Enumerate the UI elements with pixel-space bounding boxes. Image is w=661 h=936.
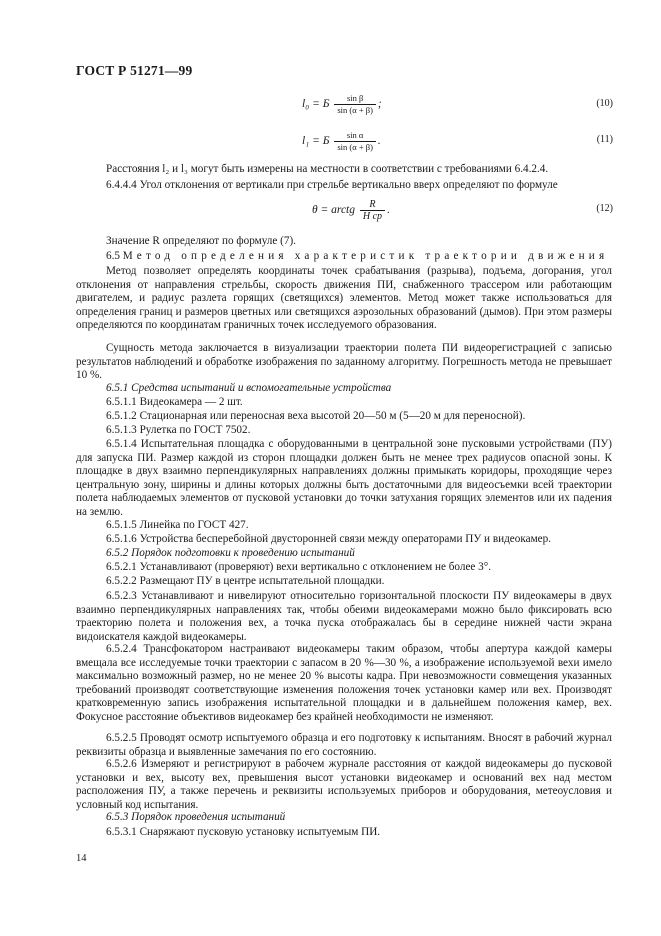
formula-numerator: sin α bbox=[334, 130, 376, 142]
formula-fraction bbox=[360, 199, 385, 222]
formula-10 bbox=[302, 93, 382, 116]
item-6-5-2-5: 6.5.2.5 Проводят осмотр испытуемого образца и его подготовку к испытаниям. Вносят в рабочий журнал реквизиты образца и выявленные замечания по его состоянию. bbox=[76, 732, 612, 758]
subsection-6-5-2: 6.5.2 Порядок подготовки к проведению испытаний bbox=[106, 547, 355, 559]
formula-tail: ; bbox=[377, 98, 382, 111]
item-6-5-2-6: 6.5.2.6 Измеряют и регистрируют в рабочем журнале расстояния от каждой видеокамеры до пусковой установки и вех, высоту вех, превышения высот установки видеокамер и оснований вех над местом расположения ПУ, а также перечень и реквизиты используемых приборов и оборудования, метеоусловия и условный код испытания. bbox=[76, 758, 612, 811]
formula-number: (10) bbox=[596, 98, 613, 109]
paragraph-essence: Сущность метода заключается в визуализации траектории полета ПИ видеорегистрацией с записью результатов наблюдений и обработке изображения по заданному алгоритму. Погрешность метода не превышает 10 %. bbox=[76, 342, 612, 382]
subsection-6-5-1: 6.5.1 Средства испытаний и вспомогательные устройства bbox=[106, 382, 392, 394]
item-6-5-1-6: 6.5.1.6 Устройства бесперебойной двусторонней связи между операторами ПУ и видеокамер. bbox=[106, 533, 552, 545]
formula-denominator: sin (α + β) bbox=[337, 105, 373, 115]
item-6-5-1-1: 6.5.1.1 Видеокамера — 2 шт. bbox=[106, 396, 243, 408]
section-title: Метод определения характеристик траектории движения bbox=[122, 250, 609, 262]
formula-11 bbox=[302, 130, 381, 153]
page-number: 14 bbox=[76, 853, 87, 864]
paragraph-6-4-4-4: 6.4.4.4 Угол отклонения от вертикали при стрельбе вертикально вверх определяют по формуле bbox=[106, 179, 558, 191]
formula-number: (11) bbox=[596, 134, 613, 145]
formula-numerator: sin β bbox=[334, 93, 376, 105]
item-6-5-1-3: 6.5.1.3 Рулетка по ГОСТ 7502. bbox=[106, 424, 251, 436]
formula-lhs: l₁ = Б bbox=[302, 135, 330, 148]
formula-denominator: sin (α + β) bbox=[337, 142, 373, 152]
formula-numerator: R bbox=[360, 199, 385, 211]
paragraph-distances: Расстояния l₂ и l₃ могут быть измерены на местности в соответствии с требованиями 6.4.2.4. bbox=[106, 163, 549, 175]
formula-lhs: l₀ = Б bbox=[302, 98, 330, 111]
item-6-5-2-3: 6.5.2.3 Устанавливают и нивелируют относительно горизонтальной плоскости ПУ видеокамеры в двух взаимно перпендикулярных направлениях так, чтобы обеими видеокамерами можно было фиксировать всю траекторию полета и положения вех, а точка пуска отображалась бы в середине нижней части экрана видоискателя каждой видеокамеры. bbox=[76, 590, 612, 643]
item-6-5-2-2: 6.5.2.2 Размещают ПУ в центре испытательной площадки. bbox=[106, 575, 385, 587]
formula-number: (12) bbox=[596, 203, 613, 214]
item-6-5-1-4: 6.5.1.4 Испытательная площадка с оборудованными в центральной зоне пусковыми устройствами (ПУ) для запуска ПИ. Размер каждой из сторон площадки должен быть не менее трех радиусов опасной зоны. К площадке в двух взаимно перпендикулярных направлениях должны примыкать коридоры, проходящие через центральную зону, ширины и длины которых должны быть достаточными для видеосъемки всей траектории полета наблюдаемых элементов от пусковой установки до точки затухания горящих элементов или их падения на землю. bbox=[76, 438, 612, 518]
formula-tail: . bbox=[387, 204, 390, 217]
standard-header: ГОСТ Р 51271—99 bbox=[76, 63, 193, 78]
formula-tail: . bbox=[377, 135, 381, 148]
formula-12 bbox=[312, 199, 390, 222]
item-6-5-1-2: 6.5.1.2 Стационарная или переносная веха высотой 20—50 м (5—20 м для переносной). bbox=[106, 410, 526, 422]
formula-denominator: H ср bbox=[362, 211, 383, 222]
formula-fraction bbox=[334, 130, 376, 153]
subsection-6-5-3: 6.5.3 Порядок проведения испытаний bbox=[106, 811, 286, 823]
item-6-5-2-4: 6.5.2.4 Трансфокатором настраивают видеокамеры таким образом, чтобы апертура каждой камеры вмещала все исследуемые точки траектории с запасом в 20 %—30 %, а изображение используемой вехи имело максимально возможный размер, но не менее 20 % высоты кадра. При невозможности совмещения указанных требований производят соответствующие изменения положения точек установки камер или вех. Производят кратковременную запись изображения испытательной площадки и в дальнейшем положения камер, вех. Фокусное расстояние объективов видеокамер без крайней необходимости не изменяют. bbox=[76, 643, 612, 723]
item-6-5-1-5: 6.5.1.5 Линейка по ГОСТ 427. bbox=[106, 519, 249, 531]
section-6-5-heading bbox=[76, 250, 612, 264]
paragraph-method: Метод позволяет определять координаты точек срабатывания (разрыва), подъема, догорания, угол отклонения от направления стрельбы, скорость движения ПИ, снабженного трассером или работающим двигателем, и радиус разлета горящих (светящихся) элементов. Метод может также использоваться для определения границ и размеров цветных или светящихся аэрозольных образований (дымов). При этом размеры определяются по координатам граничных точек исследуемого образования. bbox=[76, 265, 612, 332]
formula-fraction bbox=[334, 93, 376, 116]
item-6-5-2-1: 6.5.2.1 Устанавливают (проверяют) вехи вертикально с отклонением не более 3°. bbox=[106, 561, 492, 573]
item-6-5-3-1: 6.5.3.1 Снаряжают пусковую установку испытуемым ПИ. bbox=[106, 826, 381, 838]
paragraph-r-value: Значение R определяют по формуле (7). bbox=[106, 235, 296, 247]
formula-lhs: θ = arctg bbox=[312, 204, 356, 217]
section-number: 6.5 bbox=[106, 250, 120, 262]
